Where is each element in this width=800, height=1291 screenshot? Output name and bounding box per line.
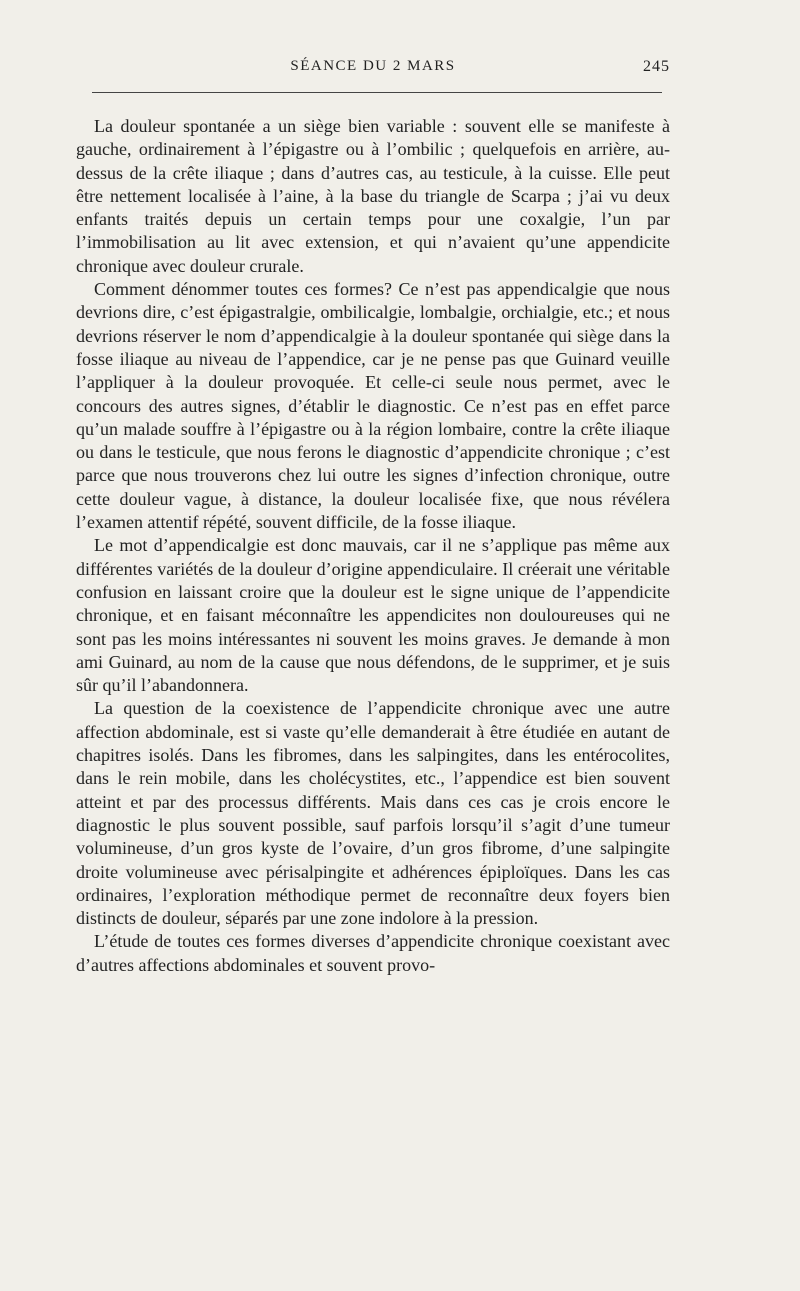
page-number: 245 — [643, 58, 670, 75]
paragraph-3: Le mot d’appendicalgie est donc mauvais, car il ne s’applique pas même aux différentes variétés de la douleur d’origine appendiculaire. Il créerait une véritable confusion en laissant croire que la douleur est le signe unique de l’appendicite chronique, et en faisant méconnaître les appendicites non douloureuses qui ne sont pas les moins intéressantes ni souvent les moins graves. Je demande à mon ami Guinard, au nom de la cause que nous défendons, de le supprimer, et je suis sûr qu’il l’abandonnera. — [76, 535, 670, 696]
paragraph-2: Comment dénommer toutes ces formes? Ce n’est pas appendicalgie que nous devrions dire, c’est épigastralgie, ombilicalgie, lombalgie, orchialgie, etc.; et nous devrions réserver le nom d’appendicalgie à la douleur spontanée qui siège dans la fosse iliaque au niveau de l’appendice, car je ne pense pas que Guinard veuille l’appliquer à la douleur provoquée. Et celle-ci seule nous permet, avec le concours des autres signes, d’établir le diagnostic. Ce n’est pas en effet parce qu’un malade souffre à l’épigastre ou à la région lombaire, contre la crête iliaque ou dans le testicule, que nous ferons le diagnostic d’appendicite chronique ; c’est parce que nous trouverons chez lui outre les signes d’infection chronique, outre cette douleur vague, à distance, la douleur localisée fixe, que nous révélera l’examen attentif répété, souvent difficile, de la fosse iliaque. — [76, 279, 670, 533]
paragraph-4: La question de la coexistence de l’appendicite chronique avec une autre affection abdominale, est si vaste qu’elle demanderait à être étudiée en autant de chapitres isolés. Dans les fibromes, dans les salpingites, dans les entérocolites, dans le rein mobile, dans les cholécystites, etc., l’appendice est bien souvent atteint et par des processus différents. Mais dans ces cas je crois encore le diagnostic le plus souvent possible, sauf parfois lorsqu’il s’agit d’une tumeur volumineuse, d’un gros kyste de l’ovaire, d’un gros fibrome, d’une salpingite droite volumineuse avec périsalpingite et adhérences épiploïques. Dans les cas ordinaires, l’exploration méthodique permet de reconnaître deux foyers bien distincts de douleur, séparés par une zone indolore à la pression. — [76, 698, 670, 929]
paragraph-5: L’étude de toutes ces formes diverses d’appendicite chronique coexistant avec d’autres affections abdominales et souvent provo- — [76, 931, 670, 975]
running-head: SÉANCE DU 2 MARS — [290, 58, 456, 74]
paragraph-1: La douleur spontanée a un siège bien variable : souvent elle se manifeste à gauche, ordinairement à l’épigastre ou à l’ombilic ; quelquefois en arrière, au-dessus de la crête iliaque ; dans d’autres cas, au testicule, à la cuisse. Elle peut être nettement localisée à l’aine, à la base du triangle de Scarpa ; j’ai vu deux enfants traités depuis un certain temps pour une coxalgie, l’un par l’immobilisation au lit avec extension, et qui n’avaient qu’une appendicite chronique avec douleur crurale. — [76, 116, 670, 276]
header-rule — [92, 92, 662, 93]
page-header — [76, 58, 670, 86]
body-text — [76, 115, 670, 977]
